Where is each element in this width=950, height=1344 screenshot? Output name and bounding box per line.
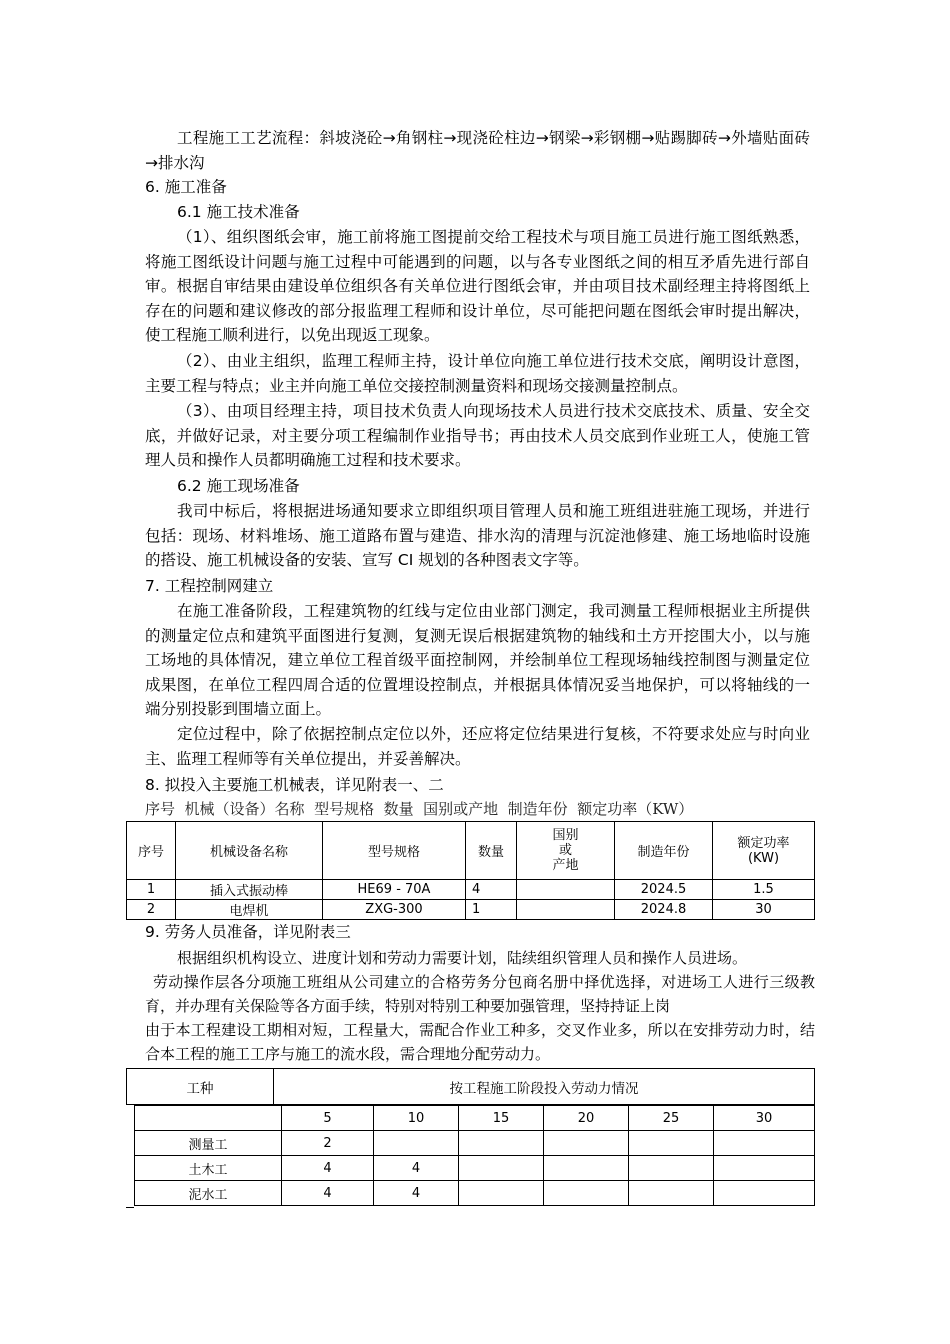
- section-9-heading: 9. 劳务人员准备，详见附表三: [145, 923, 351, 941]
- table-cell: 4: [282, 1181, 374, 1206]
- table-cell: [544, 1131, 629, 1156]
- header-cell: 序号: [127, 822, 176, 880]
- header-cell: 额定功率 (KW): [713, 822, 815, 880]
- table-cell: 4: [374, 1181, 459, 1206]
- section-6-1-heading: 6.1 施工技术准备: [177, 203, 300, 221]
- table-cell: 4: [282, 1156, 374, 1181]
- section-6-heading: 6. 施工准备: [145, 178, 227, 196]
- table-cell: 4: [374, 1156, 459, 1181]
- labor-selection-paragraph: 劳动操作层各分项施工班组从公司建立的合格劳务分包商名册中择优选择，对进场工人进行三级教育，并办理有关保险等各方面手续，特别对特别工种要加强管理，坚持持证上岗: [145, 973, 815, 1015]
- table-cell: [459, 1156, 544, 1181]
- table-cell: 1: [127, 880, 176, 900]
- process-flow-paragraph: 工程施工工艺流程：斜坡浇砼→角钢柱→现浇砼柱边→钢梁→彩钢棚→贴踢脚砖→外墙贴面砖→排水沟: [145, 129, 810, 172]
- labor-table-header: [126, 1068, 815, 1105]
- table-cell: 2024.5: [615, 880, 713, 900]
- table-cell: 2024.8: [615, 900, 713, 920]
- table-cell: 4: [466, 880, 517, 900]
- tech-prep-item-2: （2）、由业主组织，监理工程师主持，设计单位向施工单位进行技术交底，阐明设计意图，主要工程与特点；业主并向施工单位交接控制测量资料和现场交接测量控制点。: [145, 352, 810, 395]
- table-cell: [629, 1181, 714, 1206]
- table-cell: [517, 880, 615, 900]
- machine-table-header-row: [127, 822, 815, 880]
- table-cell: 电焊机: [176, 900, 323, 920]
- header-cell: 机械设备名称: [176, 822, 323, 880]
- machine-table: [126, 821, 815, 920]
- table-row: [135, 1131, 815, 1156]
- trade-cell: 土木工: [135, 1156, 282, 1181]
- table-row: [135, 1181, 815, 1206]
- stage-span-header: 按工程施工阶段投入劳动力情况: [274, 1069, 815, 1105]
- header-cell: 数量: [466, 822, 517, 880]
- table-edge-mark: [126, 1207, 134, 1208]
- tech-prep-item-3: （3）、由项目经理主持，项目技术负责人向现场技术人员进行技术交底技术、质量、安全交底，并做好记录，对主要分项工程编制作业指导书；再由技术人员交底到作业班工人，使施工管理人员和操作人员都明确施工过程和技术要求。: [145, 402, 810, 470]
- table-cell: ZXG-300: [323, 900, 466, 920]
- stage-cell: 25: [629, 1106, 714, 1131]
- site-prep-paragraph: 我司中标后，将根据进场通知要求立即组织项目管理人员和施工班组进驻施工现场，并进行包括：现场、材料堆场、施工道路布置与建造、排水沟的清理与沉淀池修建、施工场地临时设施的搭设、施工机械设备的安装、宣写 CI 规划的各种图表文字等。: [145, 502, 810, 570]
- table-cell: 1: [466, 900, 517, 920]
- table-cell: [714, 1156, 815, 1181]
- machine-table-caption: 序号 机械（设备）名称 型号规格 数量 国别或产地 制造年份 额定功率（KW）: [145, 800, 694, 818]
- header-cell: 制造年份: [615, 822, 713, 880]
- trade-cell: 泥水工: [135, 1181, 282, 1206]
- tech-prep-item-1: （1）、组织图纸会审，施工前将施工图提前交给工程技术与项目施工员进行施工图纸熟悉，将施工图纸设计问题与施工过程中可能遇到的问题，以与各专业图纸之间的相互矛盾先进行部自审。根据自审结果由建设单位组织各有关单位进行图纸会审，并由项目技术副经理主持将图纸上存在的问题和建议修改的部分报监理工程师和设计单位，尽可能把问题在图纸会审时提出解决，使工程施工顺利进行，以免出现返工现象。: [145, 228, 810, 345]
- table-cell: [459, 1181, 544, 1206]
- table-cell: [374, 1131, 459, 1156]
- table-cell: [629, 1156, 714, 1181]
- labor-table: [134, 1105, 815, 1206]
- stage-cell: 20: [544, 1106, 629, 1131]
- table-cell: 2: [127, 900, 176, 920]
- table-cell: [629, 1131, 714, 1156]
- table-cell: 2: [282, 1131, 374, 1156]
- control-net-paragraph: 在施工准备阶段，工程建筑物的红线与定位由业部门测定，我司测量工程师根据业主所提供的测量定位点和建筑平面图进行复测，复测无误后根据建筑物的轴线和土方开挖围大小，以与施工场地的具体情况，建立单位工程首级平面控制网，并绘制单位工程现场轴线控制图与测量定位成果图，在单位工程四周合适的位置埋设控制点，并根据具体情况妥当地保护，可以将轴线的一端分别投影到围墙立面上。: [145, 602, 810, 719]
- table-cell: [714, 1181, 815, 1206]
- stage-cell: 5: [282, 1106, 374, 1131]
- stage-row: [135, 1106, 815, 1131]
- table-cell: HE69 - 70A: [323, 880, 466, 900]
- table-cell: [544, 1156, 629, 1181]
- positioning-paragraph: 定位过程中，除了依据控制点定位以外，还应将定位结果进行复核，不符要求处应与时向业主、监理工程师等有关单位提出，并妥善解决。: [145, 725, 810, 768]
- stage-cell: 15: [459, 1106, 544, 1131]
- table-cell: [714, 1131, 815, 1156]
- table-cell: 插入式振动棒: [176, 880, 323, 900]
- table-cell: [544, 1181, 629, 1206]
- trade-header: 工种: [127, 1069, 274, 1105]
- table-cell: 30: [713, 900, 815, 920]
- section-8-heading: 8. 拟投入主要施工机械表，详见附表一、二: [145, 776, 444, 794]
- table-cell: [517, 900, 615, 920]
- section-7-heading: 7. 工程控制网建立: [145, 577, 274, 595]
- labor-header-row: [127, 1069, 815, 1105]
- table-cell: [459, 1131, 544, 1156]
- labor-allocation-paragraph: 由于本工程建设工期相对短，工程量大，需配合作业工种多，交叉作业多，所以在安排劳动力时，结合本工程的施工工序与施工的流水段，需合理地分配劳动力。: [145, 1021, 815, 1063]
- table-cell: 1.5: [713, 880, 815, 900]
- stage-cell: 10: [374, 1106, 459, 1131]
- stage-cell: 30: [714, 1106, 815, 1131]
- table-row: [135, 1156, 815, 1181]
- trade-cell: 测量工: [135, 1131, 282, 1156]
- table-row: [127, 880, 815, 900]
- section-6-2-heading: 6.2 施工现场准备: [177, 477, 300, 495]
- table-cell: [135, 1106, 282, 1131]
- header-cell: 型号规格: [323, 822, 466, 880]
- header-cell: 国别 或 产地: [517, 822, 615, 880]
- labor-intro-paragraph: 根据组织机构设立、进度计划和劳动力需要计划，陆续组织管理人员和操作人员进场。: [177, 949, 748, 967]
- table-row: [127, 900, 815, 920]
